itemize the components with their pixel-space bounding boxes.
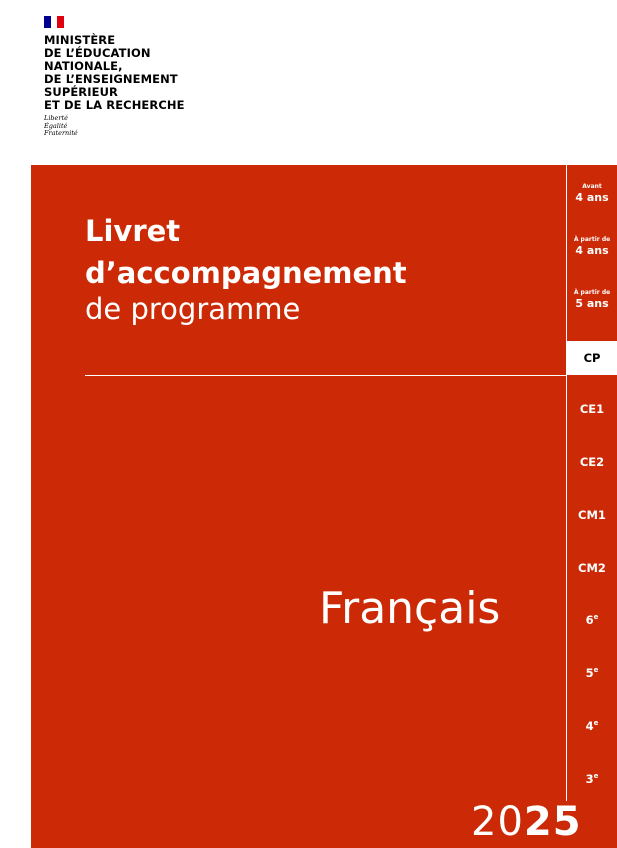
- level-large-label: 4 ans: [575, 191, 609, 204]
- title-line-2: d’accompagnement: [85, 256, 407, 290]
- level-large-label: 4 ans: [575, 244, 609, 257]
- level-a-partir-de-5-ans[interactable]: [567, 289, 617, 310]
- level-ce2[interactable]: CE2: [579, 455, 605, 469]
- republic-motto: [44, 115, 185, 138]
- level-3e[interactable]: [567, 772, 617, 786]
- title-line-1: Livret: [85, 214, 181, 248]
- level-small-label: À partir de: [573, 289, 611, 296]
- motto-line: Fraternité: [44, 129, 78, 137]
- ministry-line: NATIONALE,: [44, 59, 123, 73]
- title-divider: [85, 375, 566, 376]
- level-5e[interactable]: [567, 666, 617, 680]
- french-republic-flag-icon: [44, 16, 64, 28]
- motto-line: Liberté: [44, 114, 68, 122]
- subject-title: Français: [319, 583, 501, 634]
- ministry-line: ET DE LA RECHERCHE: [44, 98, 185, 112]
- cover-panel: [31, 165, 617, 848]
- ministry-logo: [44, 16, 185, 138]
- motto-line: Égalité: [44, 121, 68, 130]
- level-suffix: e: [593, 772, 599, 780]
- year-prefix: 20: [471, 799, 524, 845]
- level-suffix: e: [593, 666, 599, 674]
- level-ce1[interactable]: CE1: [579, 402, 605, 416]
- year: [471, 799, 582, 845]
- level-6e[interactable]: [567, 613, 617, 627]
- level-suffix: e: [593, 613, 599, 621]
- ministry-line: DE L’ENSEIGNEMENT: [44, 72, 178, 86]
- level-number: 3: [585, 772, 594, 786]
- ministry-name: [44, 34, 185, 112]
- level-avant-4-ans[interactable]: [567, 183, 617, 204]
- level-cp-active[interactable]: CP: [567, 341, 617, 375]
- ministry-line: SUPÉRIEUR: [44, 85, 118, 99]
- level-number: 4: [585, 719, 594, 733]
- level-a-partir-de-4-ans[interactable]: [567, 236, 617, 257]
- level-sidebar: [566, 165, 617, 801]
- level-cm1[interactable]: CM1: [578, 508, 606, 522]
- level-small-label: Avant: [582, 183, 602, 190]
- ministry-line: MINISTÈRE: [44, 33, 116, 47]
- level-number: 6: [585, 613, 594, 627]
- level-4e[interactable]: [567, 719, 617, 733]
- level-small-label: À partir de: [573, 236, 611, 243]
- level-large-label: 5 ans: [575, 297, 609, 310]
- title-line-3: de programme: [85, 292, 301, 326]
- level-suffix: e: [593, 719, 599, 727]
- level-cm2[interactable]: CM2: [578, 561, 606, 575]
- level-number: 5: [585, 666, 594, 680]
- ministry-line: DE L’ÉDUCATION: [44, 46, 151, 60]
- year-suffix: 25: [523, 799, 582, 845]
